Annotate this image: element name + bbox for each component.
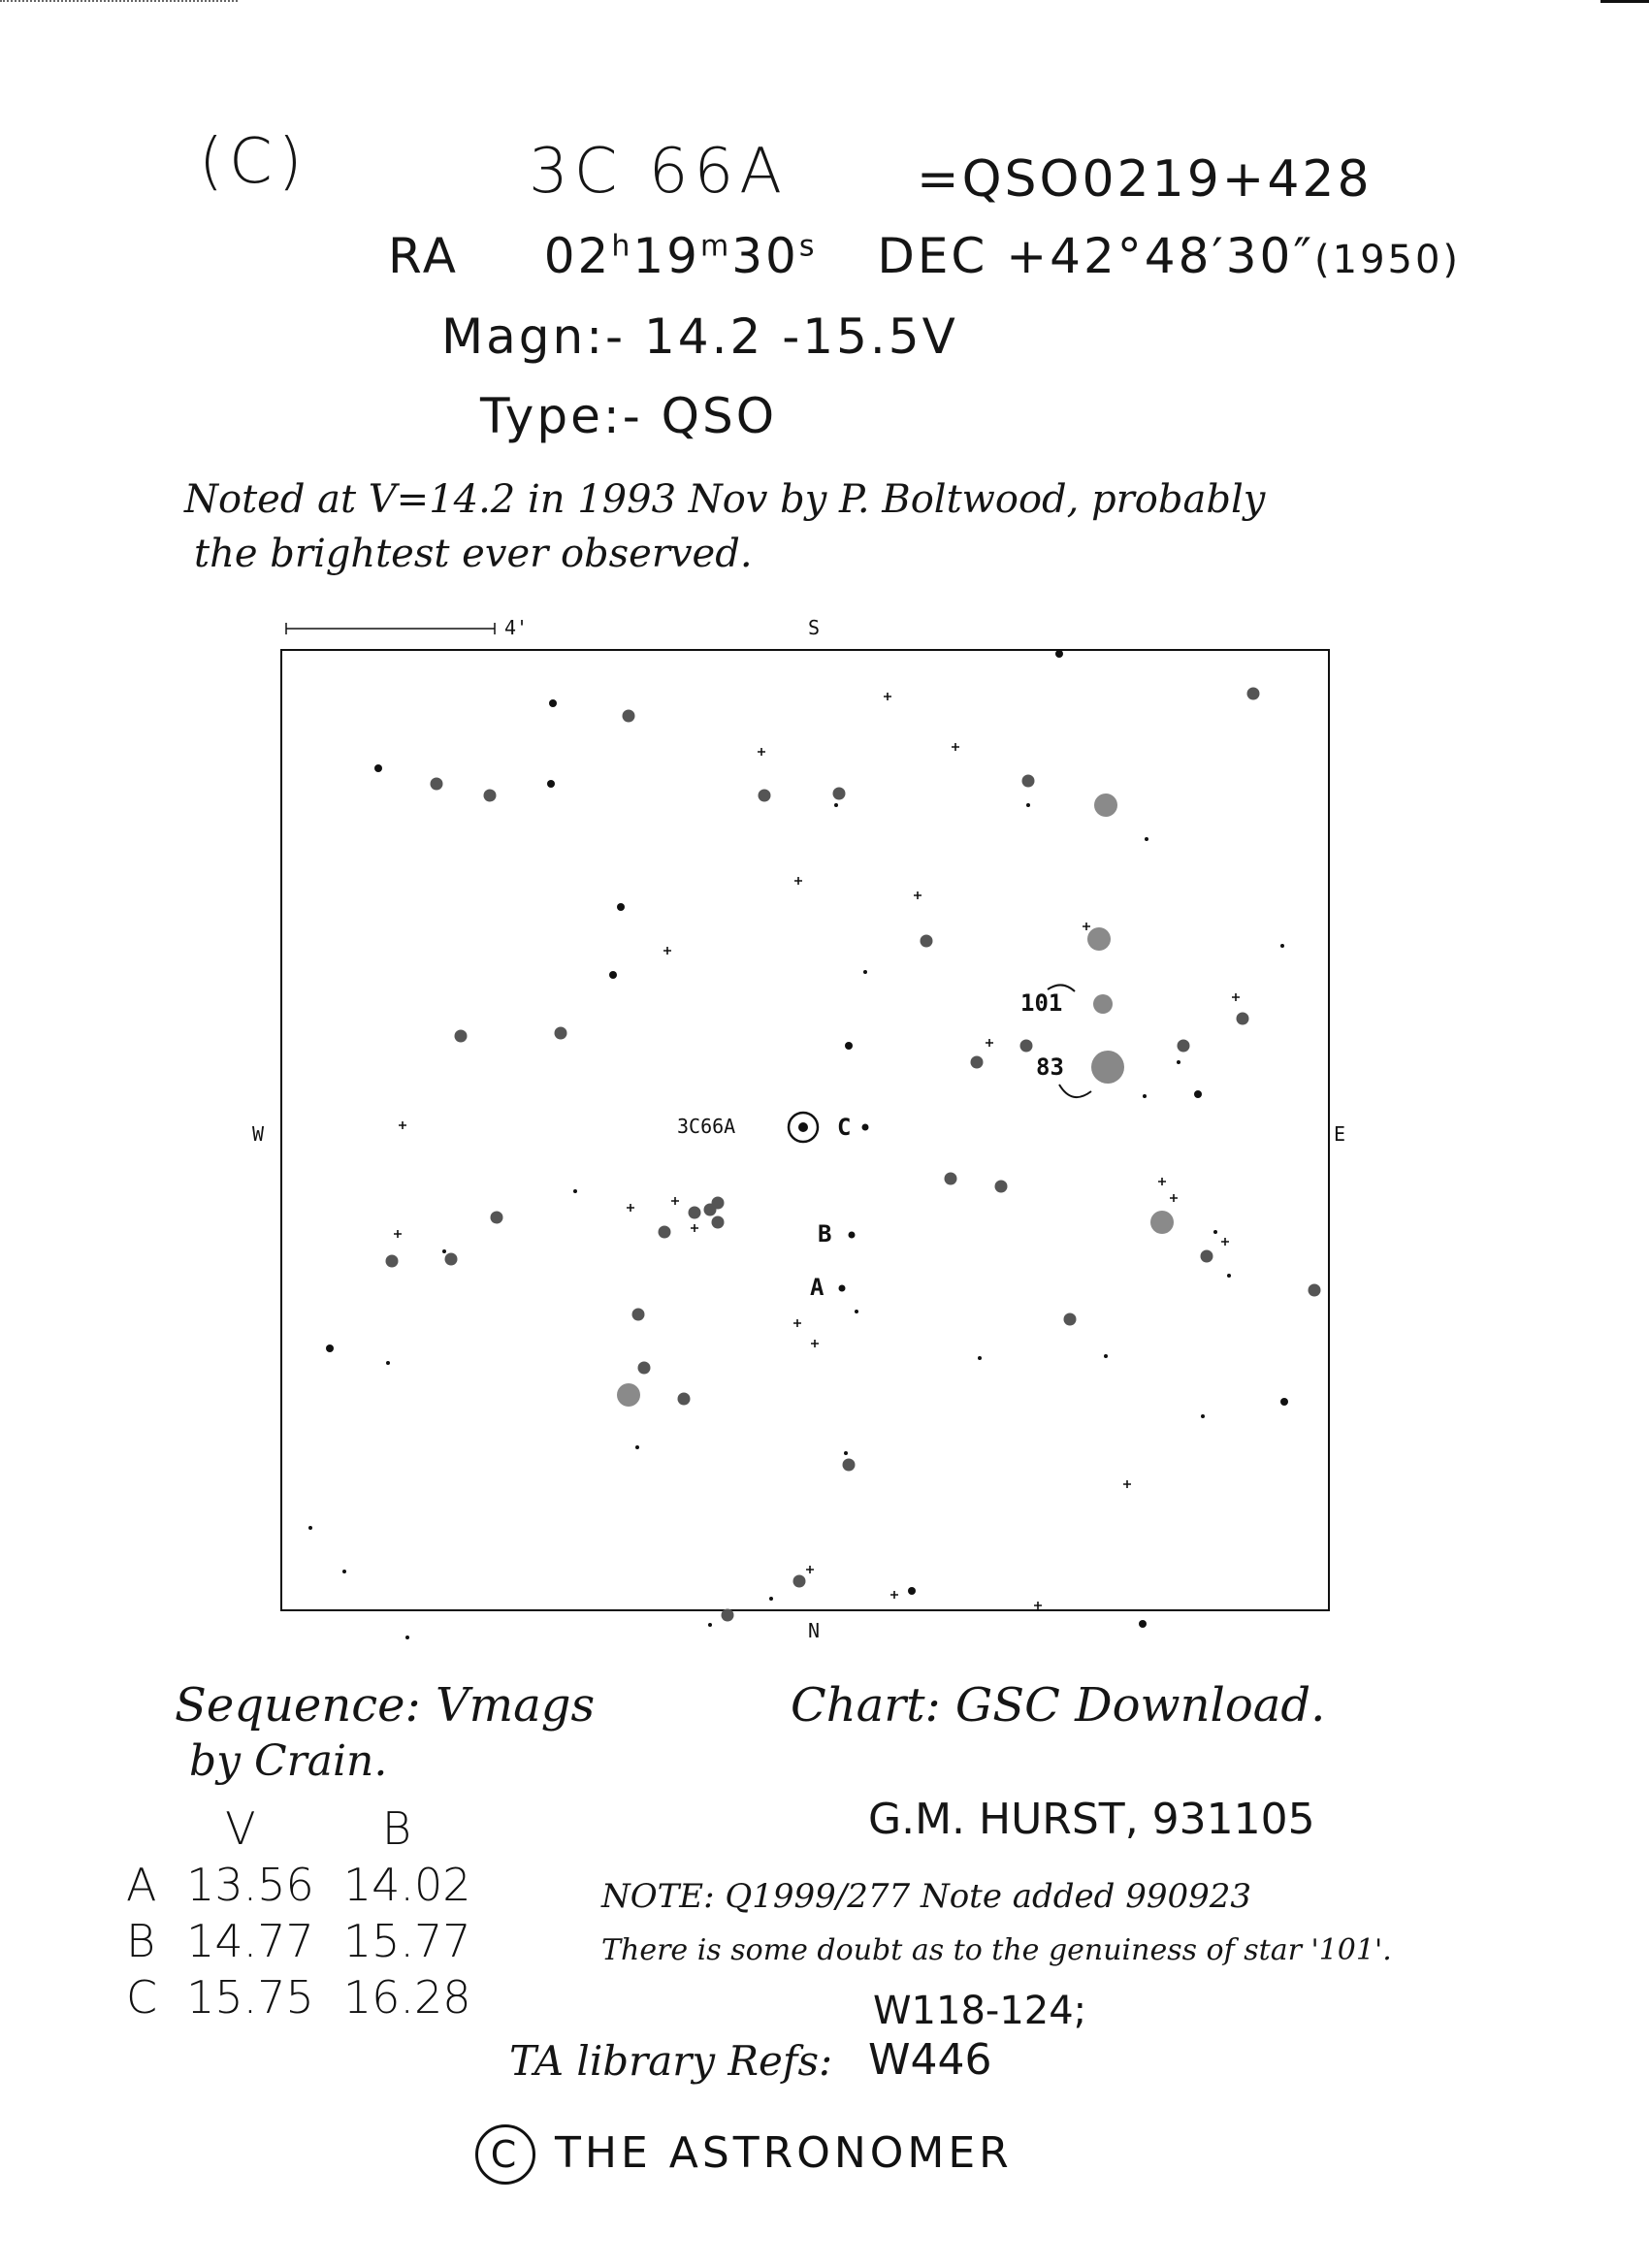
ra-hours: 02	[543, 228, 612, 284]
comp-b-label: B	[818, 1220, 832, 1247]
field-star	[1087, 927, 1111, 951]
sequence-by: by Crain.	[189, 1736, 388, 1786]
target-label: 3C66A	[677, 1115, 736, 1138]
north-label: N	[808, 1619, 821, 1642]
comp-c-star	[862, 1124, 869, 1131]
field-star	[1055, 650, 1063, 658]
field-star	[758, 748, 765, 756]
field-star	[573, 1189, 577, 1193]
table-row	[126, 1859, 501, 1915]
field-star	[995, 1181, 1008, 1193]
star-83-arc	[1059, 1085, 1091, 1097]
field-star	[623, 710, 635, 723]
field-star	[638, 1362, 651, 1375]
author-date: G.M. HURST, 931105	[868, 1795, 1315, 1844]
comp-a-star	[839, 1285, 846, 1292]
field-star	[1178, 1040, 1190, 1053]
field-star	[445, 1253, 458, 1266]
field-star	[1104, 1354, 1108, 1358]
copyright-icon: C	[475, 2124, 535, 2185]
field-star	[1170, 1194, 1178, 1202]
field-star	[1227, 1274, 1231, 1278]
field-star	[806, 1566, 814, 1573]
refs-line-2: W446	[868, 2035, 992, 2085]
note-doubt: There is some doubt as to the genuiness of star '101'.	[601, 1933, 1392, 1967]
field-star	[671, 1197, 679, 1205]
b-mag: 16.28	[342, 1971, 471, 2024]
field-star	[342, 1570, 346, 1573]
south-label: S	[808, 616, 821, 639]
star-83	[1091, 1051, 1124, 1084]
field-star	[712, 1216, 725, 1229]
field-star	[1194, 1090, 1202, 1098]
star-101-label: 101	[1020, 989, 1063, 1017]
field-star	[884, 693, 891, 700]
field-star	[986, 1039, 993, 1047]
dec-label: DEC	[877, 228, 988, 284]
field-star	[308, 1526, 312, 1530]
field-star	[1177, 1060, 1180, 1064]
field-star	[1123, 1480, 1131, 1488]
field-star	[945, 1173, 957, 1185]
ra-minutes: 19	[632, 228, 700, 284]
field-star	[845, 1042, 853, 1050]
top-right-rule	[1600, 0, 1649, 3]
field-star	[632, 1309, 645, 1321]
field-star	[394, 1230, 402, 1238]
star-field-svg	[252, 611, 1358, 1649]
field-star	[386, 1361, 390, 1365]
field-star	[1221, 1238, 1229, 1246]
field-star	[663, 947, 671, 955]
star-101	[1093, 994, 1113, 1014]
field-star	[890, 1591, 898, 1599]
star-83-label: 83	[1036, 1053, 1064, 1081]
refs-label: TA library Refs:	[509, 2037, 833, 2085]
field-star	[908, 1587, 916, 1595]
field-star	[691, 1224, 698, 1232]
field-star	[1237, 1013, 1249, 1025]
field-star	[1094, 794, 1117, 817]
table-row	[126, 1915, 501, 1971]
b-mag: 14.02	[342, 1859, 471, 1911]
field-star	[914, 891, 922, 899]
field-star	[1201, 1250, 1213, 1263]
field-star	[1139, 1620, 1147, 1628]
field-star	[769, 1597, 773, 1601]
object-type: Type:- QSO	[480, 388, 778, 444]
field-star	[833, 788, 846, 800]
scale-label: 4'	[504, 616, 529, 639]
west-label: W	[252, 1122, 265, 1146]
epoch: (1950)	[1314, 238, 1462, 282]
field-star	[399, 1121, 406, 1129]
field-star	[1022, 775, 1035, 788]
field-star	[794, 877, 802, 885]
top-dotted-rule	[0, 0, 238, 2]
field-star	[1213, 1230, 1217, 1234]
field-star	[712, 1197, 725, 1210]
v-mag: 14.77	[186, 1915, 314, 1967]
star-col-header	[126, 1802, 186, 1859]
field-star	[1020, 1040, 1033, 1053]
field-star	[1309, 1284, 1321, 1297]
field-star	[1158, 1178, 1166, 1185]
field-star	[978, 1356, 982, 1360]
b-mag: 15.77	[342, 1915, 471, 1967]
field-star	[1034, 1602, 1042, 1609]
field-star	[834, 803, 838, 807]
object-name: 3C 66A	[529, 136, 788, 208]
coordinates: RA 02$^h$19$^m$30$^s$ DEC +42°48′30″(1950)	[388, 228, 1462, 284]
field-star	[1247, 688, 1260, 700]
note-added: NOTE: Q1999/277 Note added 990923	[601, 1877, 1252, 1916]
field-star	[442, 1249, 446, 1253]
field-star	[793, 1575, 806, 1588]
note-line-2: the brightest ever observed.	[194, 532, 753, 576]
sequence-table	[126, 1802, 501, 2027]
field-star	[386, 1255, 399, 1268]
section-label: (C)	[199, 126, 308, 198]
refs-line-1: W118-124;	[873, 1989, 1087, 2033]
v-col-header: V	[225, 1802, 256, 1855]
field-star	[811, 1340, 819, 1347]
field-star	[1143, 1094, 1147, 1098]
star-id: A	[126, 1859, 157, 1911]
magnitude-range: Magn:- 14.2 -15.5V	[441, 308, 958, 365]
comp-c-label: C	[837, 1114, 852, 1141]
object-designation: =QSO0219+428	[917, 150, 1373, 209]
field-star	[793, 1319, 801, 1327]
field-star	[405, 1636, 409, 1639]
b-col-header: B	[381, 1802, 411, 1855]
field-star	[617, 903, 625, 911]
field-star	[326, 1345, 334, 1352]
field-star	[635, 1445, 639, 1449]
field-star	[1232, 993, 1240, 1001]
field-star	[547, 780, 555, 788]
note-line-1: Noted at V=14.2 in 1993 Nov by P. Boltwood, probably	[184, 477, 1266, 522]
field-star	[1145, 837, 1148, 841]
field-star	[555, 1027, 567, 1040]
field-star	[491, 1212, 503, 1224]
field-star	[759, 790, 771, 802]
comp-a-label: A	[810, 1274, 824, 1301]
field-star	[844, 1451, 848, 1455]
field-star	[708, 1623, 712, 1627]
field-star	[1150, 1211, 1174, 1234]
field-star	[549, 699, 557, 707]
field-star	[374, 764, 382, 772]
table-row	[126, 1971, 501, 2027]
sequence-header-row	[126, 1802, 501, 1859]
field-star	[1280, 944, 1284, 948]
field-star	[921, 935, 933, 948]
field-star	[1083, 923, 1090, 930]
dec-value: +42°48′30″	[1006, 228, 1315, 284]
chart-source: Chart: GSC Download.	[791, 1678, 1326, 1733]
field-star	[659, 1226, 671, 1239]
finder-chart	[252, 611, 1358, 1649]
field-star	[863, 970, 867, 974]
field-star	[1280, 1398, 1288, 1406]
field-star	[484, 790, 497, 802]
field-star	[1201, 1414, 1205, 1418]
star-id: C	[126, 1971, 158, 2024]
copyright	[475, 2124, 1013, 2185]
target-dot	[798, 1122, 808, 1132]
field-star	[1064, 1313, 1077, 1326]
east-label: E	[1334, 1122, 1346, 1146]
field-star	[952, 743, 959, 751]
field-star	[678, 1393, 691, 1406]
v-mag: 15.75	[186, 1971, 314, 2024]
field-star	[1026, 803, 1030, 807]
sequence-title: Sequence: Vmags	[175, 1678, 596, 1733]
field-star	[971, 1056, 984, 1069]
field-star	[609, 971, 617, 979]
ra-label: RA	[388, 228, 459, 284]
field-star	[843, 1459, 856, 1472]
field-star	[627, 1204, 634, 1212]
v-mag: 13.56	[186, 1859, 314, 1911]
field-star	[689, 1207, 701, 1219]
comp-b-star	[849, 1232, 856, 1239]
field-star	[431, 778, 443, 791]
stars-group	[308, 650, 1321, 1639]
field-star	[722, 1609, 734, 1622]
publisher: THE ASTRONOMER	[555, 2128, 1013, 2178]
field-star	[455, 1030, 468, 1043]
field-star	[617, 1383, 640, 1407]
ra-seconds: 30	[731, 228, 799, 284]
field-star	[855, 1310, 858, 1313]
star-id: B	[126, 1915, 156, 1967]
